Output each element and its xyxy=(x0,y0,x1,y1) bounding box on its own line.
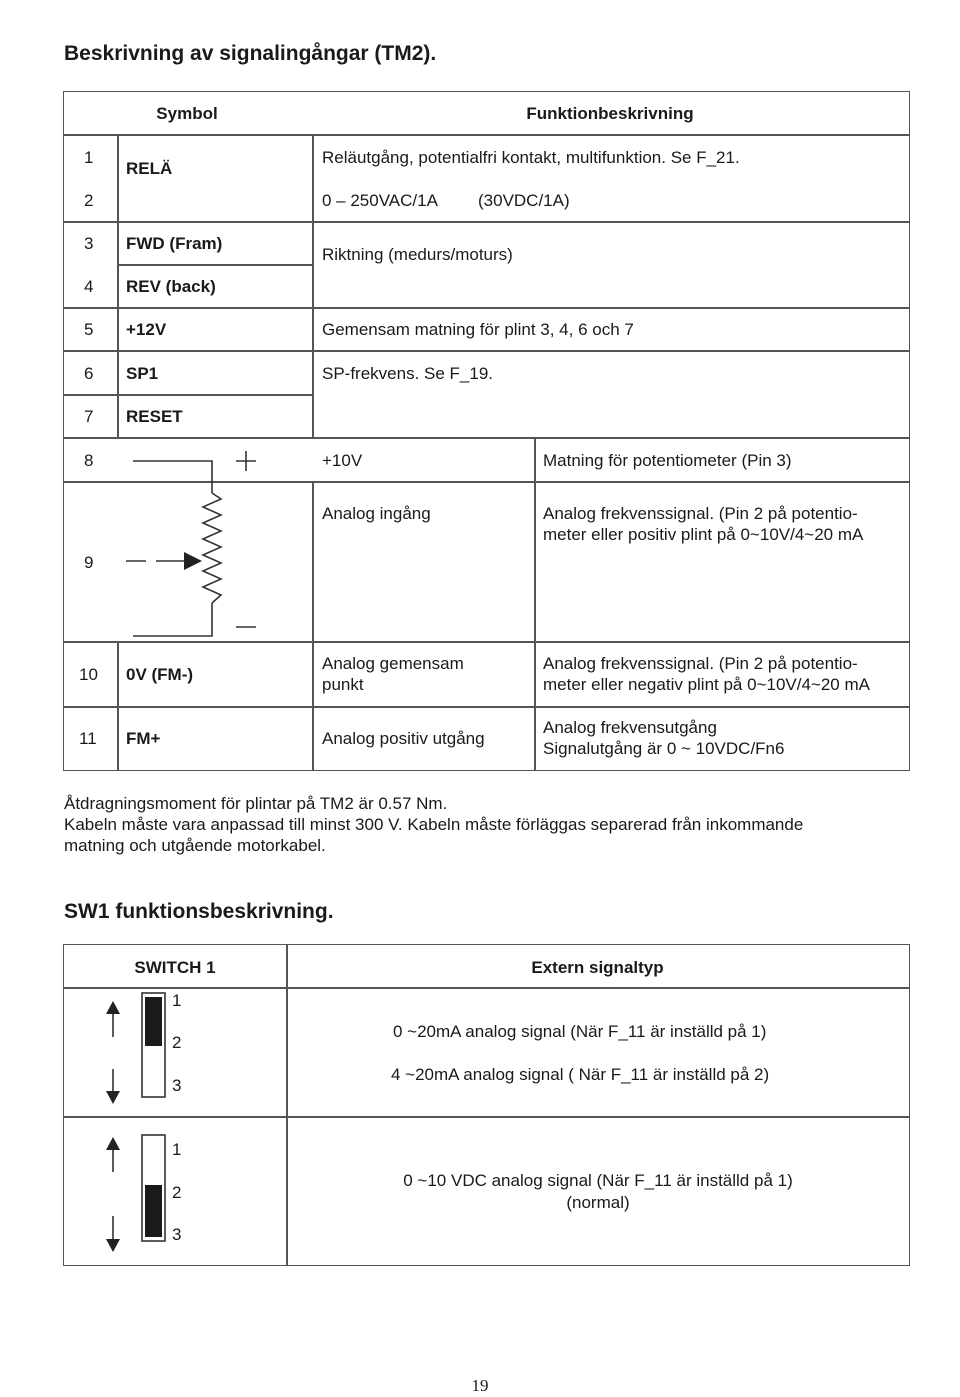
switch2-pos-3: 3 xyxy=(172,1225,182,1244)
pin-3: 3 xyxy=(84,234,94,253)
switch1-pos-2: 2 xyxy=(172,1033,182,1052)
header-signal: Extern signaltyp xyxy=(531,958,664,977)
header-switch: SWITCH 1 xyxy=(134,958,216,977)
desc-pin-6: SP-frekvens. Se F_19. xyxy=(322,364,494,383)
section2-title: SW1 funktionsbeskrivning. xyxy=(64,900,334,923)
desc-pin-2: 0 – 250VAC/1A xyxy=(322,191,438,210)
pin-6: 6 xyxy=(84,364,94,383)
desc-pin-10-l1: Analog frekvenssignal. (Pin 2 på potentio- xyxy=(543,654,858,673)
signal-normal: (normal) xyxy=(566,1193,630,1212)
pin-10: 10 xyxy=(79,665,98,684)
mid-pin-9: Analog ingång xyxy=(322,504,431,523)
desc-direction: Riktning (medurs/moturs) xyxy=(322,245,513,264)
switch2-pos-1: 1 xyxy=(172,1140,182,1159)
switch1-pos-3: 3 xyxy=(172,1076,182,1095)
pin-2: 2 xyxy=(84,191,94,210)
symbol-sp1: SP1 xyxy=(126,364,159,383)
pin-9: 9 xyxy=(84,553,94,572)
signal-4-20ma: 4 ~20mA analog signal ( När F_11 är inställd på 2) xyxy=(391,1065,770,1084)
pin-1: 1 xyxy=(84,148,94,167)
pin-4: 4 xyxy=(84,277,94,296)
note-cable-2: matning och utgående motorkabel. xyxy=(64,836,326,855)
pin-7: 7 xyxy=(84,407,94,426)
desc-pin-1: Reläutgång, potentialfri kontakt, multifunktion. Se F_21. xyxy=(322,148,740,167)
switch1-pos-1: 1 xyxy=(172,991,182,1010)
header-symbol: Symbol xyxy=(156,104,218,123)
desc-pin-2-dc: (30VDC/1A) xyxy=(478,191,570,210)
desc-pin-9-l1: Analog frekvenssignal. (Pin 2 på potentio- xyxy=(543,504,858,523)
symbol-12v: +12V xyxy=(126,320,167,339)
desc-pin-5: Gemensam matning för plint 3, 4, 6 och 7 xyxy=(322,320,634,339)
symbol-reset: RESET xyxy=(126,407,183,426)
mid-pin-10-l1: Analog gemensam xyxy=(322,654,464,673)
desc-pin-10-l2: meter eller negativ plint på 0~10V/4~20 mA xyxy=(543,675,870,694)
symbol-rela: RELÄ xyxy=(126,159,173,178)
pin-11: 11 xyxy=(79,729,97,748)
desc-pin-11-l2: Signalutgång är 0 ~ 10VDC/Fn6 xyxy=(543,739,785,758)
pin-8: 8 xyxy=(84,451,94,470)
signal-0-10vdc: 0 ~10 VDC analog signal (När F_11 är inställd på 1) xyxy=(403,1171,793,1190)
symbol-rev: REV (back) xyxy=(126,277,216,296)
desc-pin-8: Matning för potentiometer (Pin 3) xyxy=(543,451,792,470)
note-torque: Åtdragningsmoment för plintar på TM2 är 0.57 Nm. xyxy=(64,794,448,813)
mid-pin-10-l2: punkt xyxy=(322,675,364,694)
symbol-fm-plus: FM+ xyxy=(126,729,161,748)
section1-title: Beskrivning av signalingångar (TM2). xyxy=(64,42,437,65)
desc-pin-9-l2: meter eller positiv plint på 0~10V/4~20 mA xyxy=(543,525,864,544)
signal-0-20ma: 0 ~20mA analog signal (När F_11 är inställd på 1) xyxy=(393,1022,767,1041)
symbol-fwd: FWD (Fram) xyxy=(126,234,223,253)
symbol-0v: 0V (FM-) xyxy=(126,665,194,684)
header-function: Funktionbeskrivning xyxy=(526,104,694,123)
mid-pin-11: Analog positiv utgång xyxy=(322,729,485,748)
page-number: 19 xyxy=(471,1376,489,1395)
note-cable-1: Kabeln måste vara anpassad till minst 300 V. Kabeln måste förläggas separerad från inkommande xyxy=(64,815,804,834)
pin-5: 5 xyxy=(84,320,94,339)
mid-pin-8: +10V xyxy=(322,451,363,470)
switch2-pos-2: 2 xyxy=(172,1183,182,1202)
desc-pin-11-l1: Analog frekvensutgång xyxy=(543,718,717,737)
